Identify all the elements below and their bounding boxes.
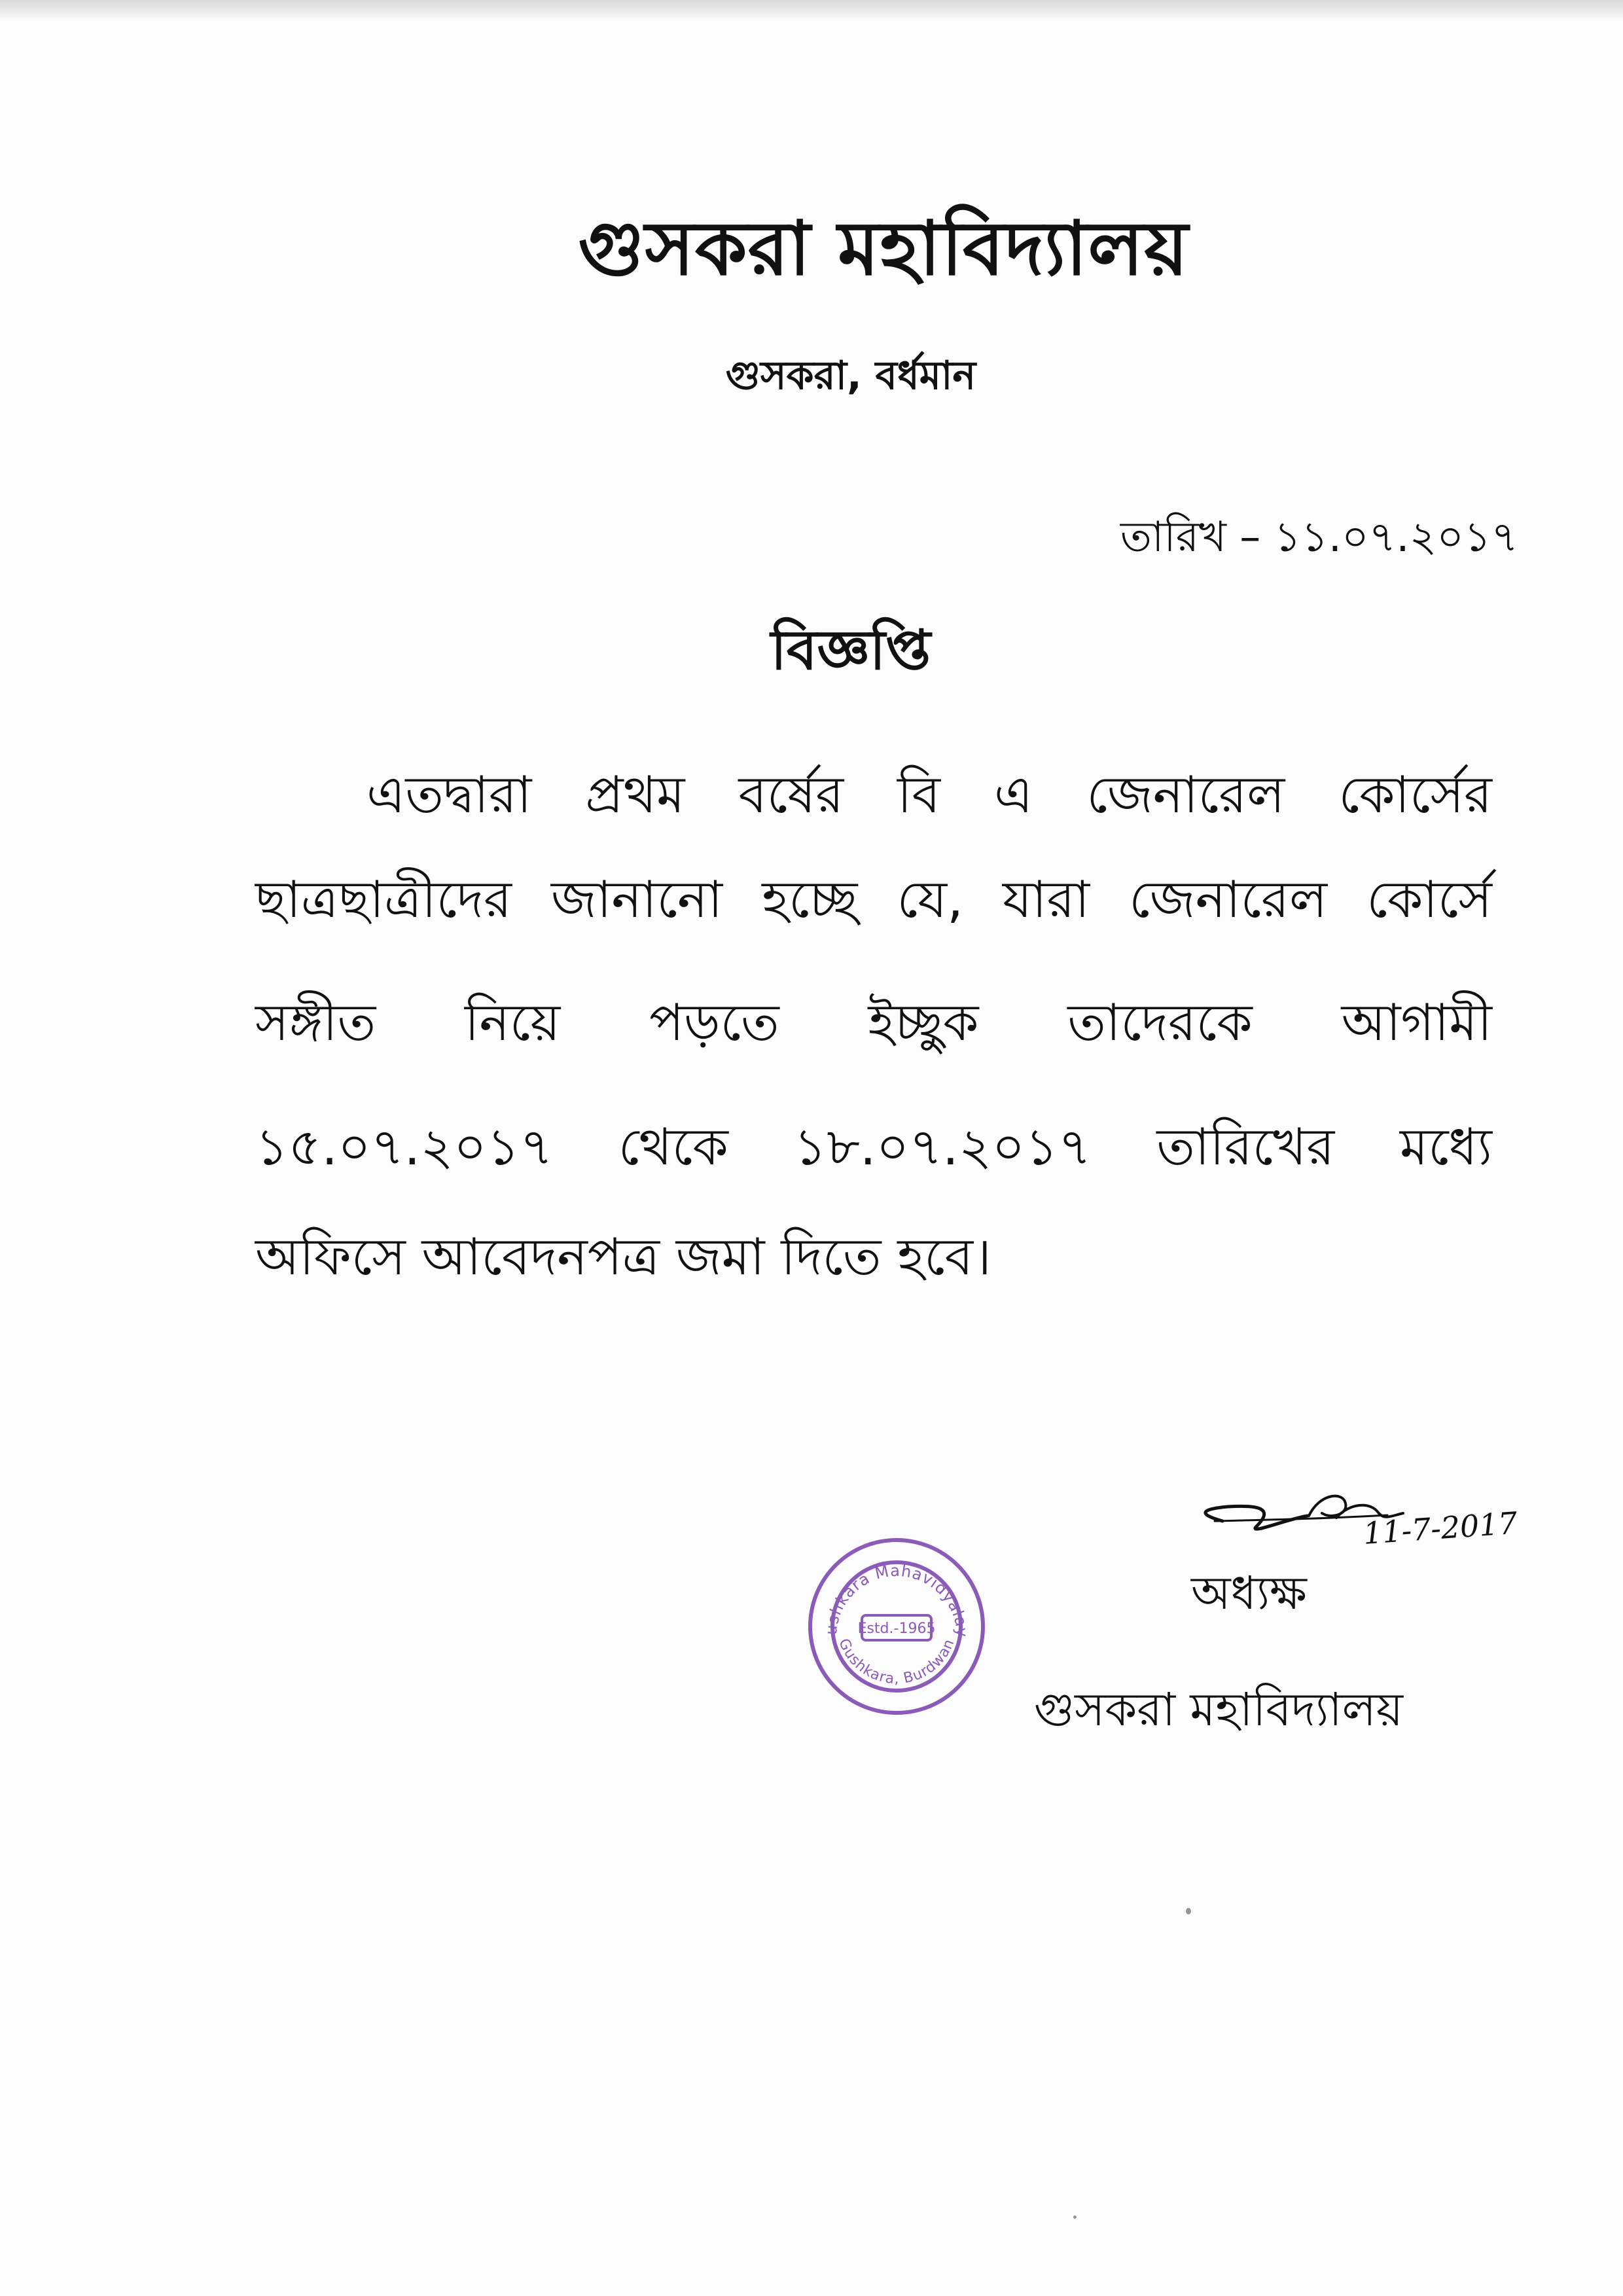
notice-heading: বিজ্ঞপ্তি xyxy=(770,618,931,682)
notice-word: তারিখের xyxy=(1156,1118,1335,1177)
notice-word: ছাত্রছাত্রীদের xyxy=(255,870,512,929)
college-location: গুসকরা, বর্ধমান xyxy=(725,353,976,399)
paper-speck xyxy=(1073,2215,1077,2219)
notice-word: কোর্সে xyxy=(1366,870,1492,929)
signatory-institution: গুসকরা মহাবিদ্যালয় xyxy=(1034,1683,1404,1736)
notice-word: কোর্সের xyxy=(1338,766,1492,825)
notice-word: তাদেরকে xyxy=(1067,994,1253,1052)
notice-word: মধ্যে xyxy=(1399,1118,1492,1177)
notice-word: বি xyxy=(897,766,940,825)
college-name: গুসকরা মহাবিদ্যালয় xyxy=(578,205,1189,292)
notice-line-4 xyxy=(255,1118,1492,1177)
notice-word: হচ্ছে xyxy=(762,870,858,929)
notice-word: ১৮.০৭.২০১৭ xyxy=(793,1118,1092,1177)
scan-edge xyxy=(0,0,1623,18)
notice-word: এতদ্বারা xyxy=(366,766,532,825)
svg-text:Estd.-1965: Estd.-1965 xyxy=(857,1621,936,1637)
college-seal-stamp xyxy=(792,1514,995,1725)
notice-date: তারিখ – ১১.০৭.২০১৭ xyxy=(1120,513,1518,562)
notice-word: বর্ষের xyxy=(738,766,844,825)
notice-word: ইচ্ছুক xyxy=(868,994,979,1052)
notice-word: আগামী xyxy=(1341,994,1492,1052)
svg-text:Gushkara Mahavidyalaya: Gushkara Mahavidyalaya xyxy=(792,1514,972,1638)
notice-word: যারা xyxy=(1002,870,1090,929)
signature-date: 11-7-2017 xyxy=(1362,1505,1519,1551)
notice-word: প্রথম xyxy=(585,766,685,825)
notice-word: জেনারেল xyxy=(1129,870,1328,929)
notice-word: নিয়ে xyxy=(465,994,561,1052)
notice-line-5: অফিসে আবেদনপত্র জমা দিতে হবে। xyxy=(255,1228,991,1287)
notice-word: থেকে xyxy=(618,1118,728,1177)
notice-word: এ xyxy=(993,766,1033,825)
notice-line-2 xyxy=(255,870,1492,929)
paper-speck xyxy=(1186,1908,1191,1914)
notice-word: ১৫.০৭.২০১৭ xyxy=(255,1118,554,1177)
notice-line-1 xyxy=(366,766,1492,825)
svg-text:Gushkara, Burdwan: Gushkara, Burdwan xyxy=(835,1636,958,1688)
notice-word: জেনারেল xyxy=(1086,766,1285,825)
notice-line-3 xyxy=(255,994,1492,1052)
notice-word: যে, xyxy=(897,870,963,929)
notice-word: সঙ্গীত xyxy=(255,994,376,1052)
principal-designation: অধ্যক্ষ xyxy=(1191,1566,1307,1620)
notice-word: জানানো xyxy=(551,870,723,929)
notice-word: পড়তে xyxy=(649,994,779,1052)
